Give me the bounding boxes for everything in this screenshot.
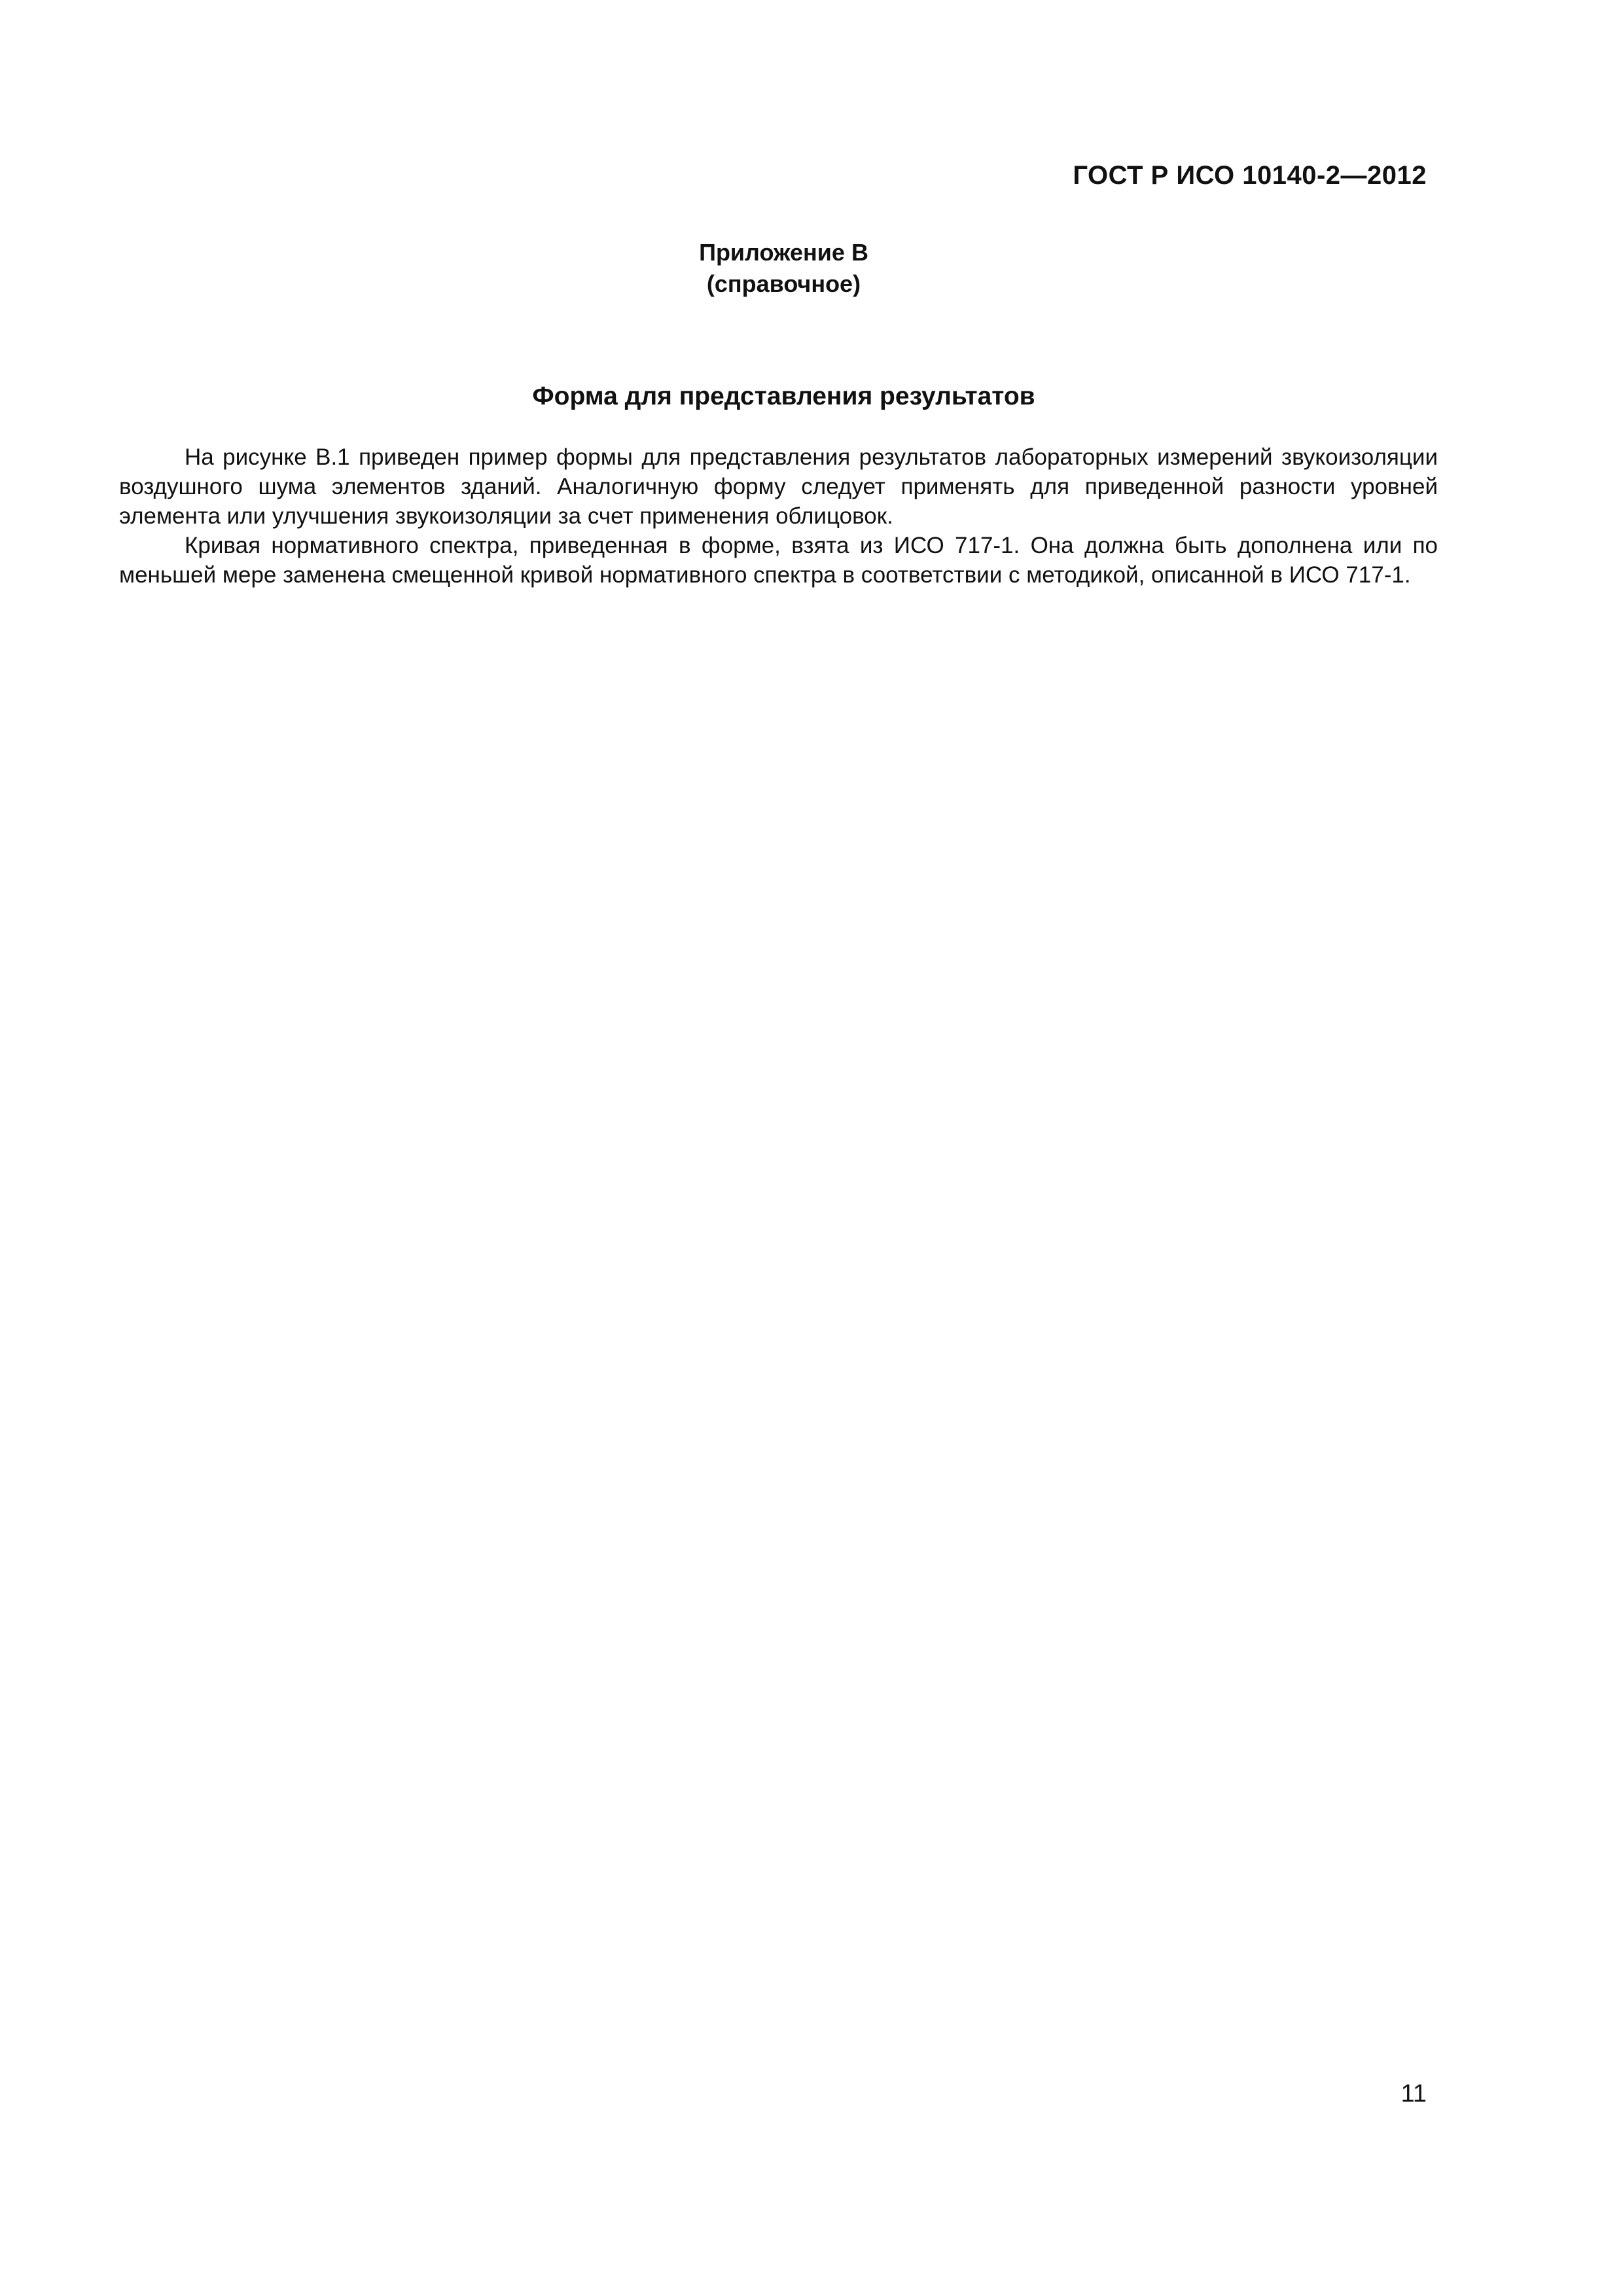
annex-heading — [0, 237, 1567, 300]
body-text — [119, 442, 1438, 590]
paragraph-2: Кривая нормативного спектра, приведенная в форме, взята из ИСО 717-1. Она должна быть дополнена или по меньшей мере заменена смещенной кривой нормативного спектра в соответствии с методикой, описанной в ИСО 717-1. — [119, 533, 1438, 588]
paragraph-1: На рисунке В.1 приведен пример формы для представления результатов лабораторных измерений звукоизоляции воздушного шума элементов зданий. Аналогичную форму следует применять для приведенной разности уровней элемента или улучшения звукоизоляции за счет применения облицовок. — [119, 444, 1438, 529]
annex-status: (справочное) — [706, 270, 861, 297]
page-number: 11 — [1400, 2080, 1427, 2108]
section-title: Форма для представления результатов — [532, 382, 1035, 410]
document-header: ГОСТ Р ИСО 10140-2—2012 — [1073, 161, 1427, 190]
annex-title: Приложение В — [699, 239, 868, 266]
